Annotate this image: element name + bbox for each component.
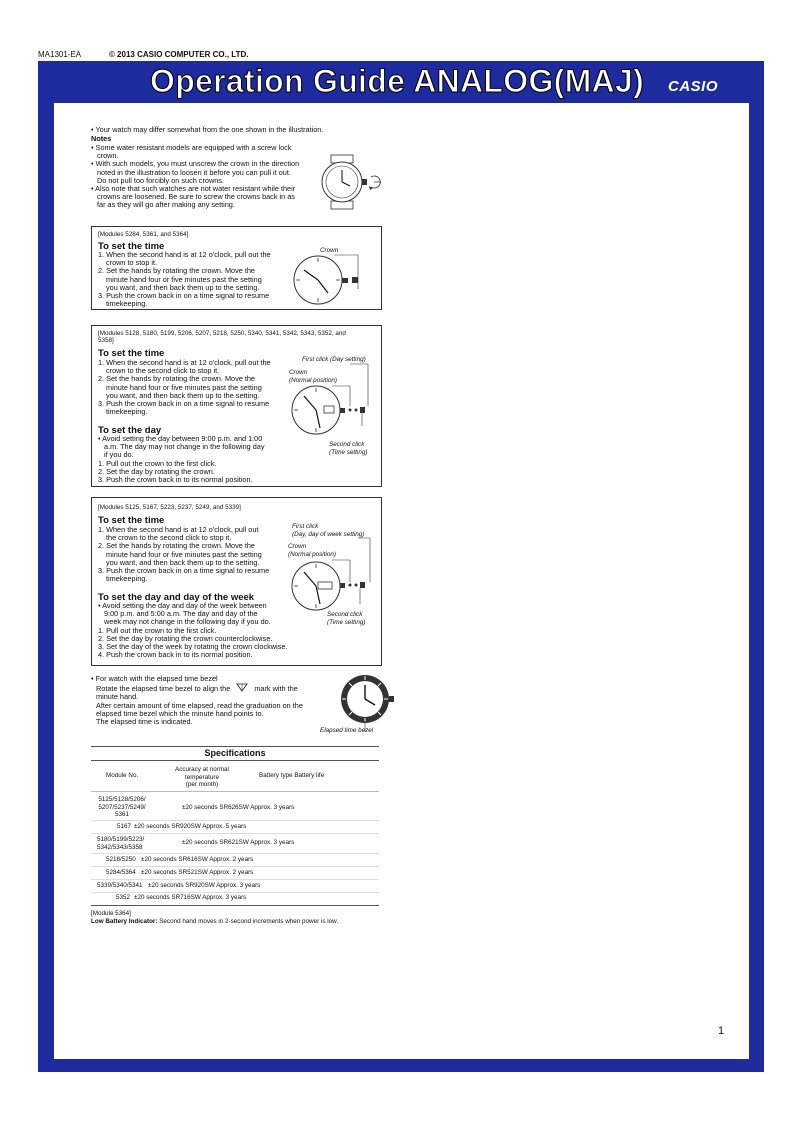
module-note: [Module 5364] [91, 910, 131, 917]
spec-row-module: 5339/5340/5341 [97, 882, 143, 889]
instruction-line: week may not change in the following day if you do. [104, 617, 271, 627]
module-line: 5125/5128/5206/ [98, 796, 146, 803]
section-heading-day: To set the day [98, 425, 162, 436]
spec-top-rule [91, 746, 379, 747]
instruction-line: timekeeping. [106, 574, 148, 584]
low-battery-note [91, 918, 338, 926]
content-area [54, 103, 749, 1059]
note-line: noted in the illustration to loosen it before you can pull it out. [97, 167, 291, 177]
note-line: • With such models, you must unscrew the crown in the direction [91, 159, 300, 169]
page-title: Operation Guide ANALOG(MAJ) [150, 63, 645, 99]
instruction-line: 2. Set the day by rotating the crown counterclockwise. [98, 633, 273, 643]
instructions [98, 359, 288, 416]
spec-row-rule [91, 866, 379, 867]
watch-face-illustration [292, 253, 372, 307]
instruction-line: 1. When the second hand is at 12 o'clock, pull out the [98, 250, 271, 259]
instruction-line: a.m. The day may not change in the following day [104, 442, 265, 452]
page-number: 1 [718, 1025, 725, 1037]
instruction-line: 1. When the second hand is at 12 o'clock, pull out the [98, 358, 271, 367]
low-battery-text: Second hand moves in 2-second increments when power is low. [159, 918, 339, 925]
second-click-label: Second click [329, 441, 365, 448]
section-heading-day-week: To set the day and day of the week [98, 592, 255, 603]
bezel-line: elapsed time bezel which the minute hand points to. [96, 708, 264, 718]
day-week-setting-label: (Day, day of week setting) [292, 531, 365, 538]
col-header-accuracy-line: Accuracy at normal [175, 766, 229, 773]
spec-row-module: 5352 [116, 894, 131, 901]
spec-row-rule [91, 833, 379, 834]
spec-row-rule [91, 853, 379, 854]
instructions [98, 526, 288, 583]
section-heading: To set the time [98, 241, 165, 252]
module-list: [Modules 5128, 5180, 5199, 5206, 5207, 5218, 5250, 5340, 5341, 5342, 5343, 5352, and [98, 330, 346, 337]
bezel-line: The elapsed time is indicated. [96, 717, 193, 727]
intro-line: • Your watch may differ somewhat from the one shown in the illustration. [91, 125, 324, 134]
spec-row-values: ±20 seconds SR521SW Approx. 2 years [141, 869, 254, 876]
spec-row-module [97, 796, 147, 819]
instruction-line: 3. Set the day of the week by rotating the crown clockwise. [98, 642, 288, 652]
first-click-label: First click (Day setting) [302, 356, 366, 363]
module-line: 5180/5199/5223/ [97, 836, 145, 843]
spec-bottom-rule [91, 905, 379, 906]
bezel-instructions [91, 675, 336, 726]
module-list: [Modules 5125, 5167, 5223, 5237, 5249, and 5339] [98, 504, 241, 511]
spec-row-values: ±20 seconds SR716SW Approx. 3 years [134, 894, 247, 901]
instruction-line: 3. Push the crown back in on a time signal to resume [98, 291, 270, 301]
normal-position-label: (Normal position) [288, 551, 336, 558]
instruction-line: minute hand four or five minutes past the setting [106, 549, 262, 559]
screw-crown-watch-illustration [319, 153, 389, 211]
instruction-line: timekeeping. [106, 407, 148, 417]
instruction-line: 1. When the second hand is at 12 o'clock, pull out [98, 525, 259, 534]
time-setting-label: (Time setting) [327, 619, 366, 626]
note-line: • Some water resistant models are equipped with a screw lock [91, 143, 292, 152]
doc-header-line [38, 50, 248, 59]
instruction-line: crown to stop it. [106, 258, 158, 268]
note-line: far as they will go after making any setting. [97, 200, 235, 210]
instruction-line: • Avoid setting the day and day of the week between [98, 601, 267, 610]
spec-row-rule [91, 879, 379, 880]
spec-row-rule [91, 791, 379, 792]
instruction-line: minute hand four or five minutes past the setting [106, 274, 262, 284]
instruction-line: 2. Set the hands by rotating the crown. Move the [98, 266, 255, 276]
col-header-accuracy-line: temperature [185, 773, 219, 781]
instruction-line: 2. Set the day by rotating the crown. [98, 466, 215, 476]
brand-logo: CASIO [668, 78, 719, 95]
module-list-cont: 5358] [98, 337, 114, 344]
section-heading: To set the time [98, 348, 165, 359]
instruction-line: 1. Pull out the crown to the first click. [98, 625, 217, 635]
module-line: 5361 [114, 811, 129, 818]
watch-with-day-date-illustration [288, 538, 378, 618]
instruction-line: 9:00 p.m. and 5:00 a.m. The day and day of the [104, 609, 258, 619]
instruction-line: 1. Pull out the crown to the first click. [98, 458, 217, 468]
section-heading: To set the time [98, 515, 165, 526]
bezel-line-start: Rotate the elapsed time bezel to align the [96, 684, 231, 694]
copyright: © 2013 CASIO COMPUTER CO., LTD. [108, 50, 249, 59]
triangle-mark-icon [232, 683, 252, 693]
instruction-line: the crown to the second click to stop it. [106, 533, 232, 543]
section-box-time-and-day [91, 325, 382, 487]
low-battery-label: Low Battery Indicator: [91, 918, 158, 925]
crown-label: Crown [289, 369, 308, 376]
spec-heading: Specifications [204, 748, 266, 758]
instruction-line: 2. Set the hands by rotating the crown. Move the [98, 541, 255, 551]
bezel-line: • For watch with the elapsed time bezel [91, 674, 218, 683]
note-line: crown. [97, 151, 119, 161]
instruction-line: if you do. [104, 450, 134, 460]
col-header-accuracy [166, 766, 238, 789]
spec-row-values: ±20 seconds SR616SW Approx. 2 years [141, 856, 254, 863]
spec-row-values: ±20 seconds SR621SW Approx. 3 years [182, 839, 295, 846]
instruction-line: crown to the second click to stop it. [106, 366, 220, 376]
instruction-line: you want, and then back them up to the setting. [106, 282, 260, 292]
section-box-time-setting-1 [91, 226, 382, 310]
spec-row-rule [91, 820, 379, 821]
normal-position-label: (Normal position) [289, 377, 337, 384]
spec-row-module [97, 836, 149, 851]
bezel-line: After certain amount of time elapsed, read the graduation on the [96, 700, 303, 710]
instruction-line: 4. Push the crown back in to its normal position. [98, 650, 253, 660]
second-click-label: Second click [327, 611, 363, 618]
instruction-line: timekeeping. [106, 299, 148, 309]
crown-label: Crown [320, 247, 339, 254]
col-header-battery: Battery type Battery life [259, 772, 325, 779]
day-instructions [98, 435, 288, 484]
module-line: 5342/5343/5358 [97, 843, 143, 851]
col-header-module: Module No. [106, 772, 139, 779]
note-line: crowns are loosened. Be sure to screw the crowns back in as [97, 192, 295, 202]
time-setting-label: (Time setting) [329, 449, 368, 456]
doc-code: MA1301-EA [38, 50, 81, 59]
instruction-line: 3. Push the crown back in on a time signal to resume [98, 399, 270, 409]
watch-with-date-illustration [290, 364, 376, 444]
note-line: Do not pull too forcibly on such crowns. [97, 175, 224, 185]
bezel-line-end: mark with the [254, 684, 298, 694]
day-week-instructions [98, 602, 318, 659]
bezel-label: Elapsed time bezel [320, 727, 374, 734]
spec-row-module: 5284/5364 [106, 869, 136, 876]
module-list: [Modules 5284, 5361, and 5364] [98, 231, 189, 238]
spec-row-module: 5167 [117, 823, 132, 830]
instruction-line: you want, and then back them up to the setting. [106, 557, 260, 567]
notes-heading: Notes [91, 134, 112, 143]
module-line: 5207/5237/5249/ [98, 803, 146, 811]
first-click-label: First click [292, 523, 319, 530]
spec-row-rule [91, 892, 379, 893]
instructions [98, 251, 288, 308]
col-header-accuracy-line: (per month) [185, 781, 219, 788]
note-line: • Also note that such watches are not water resistant while their [91, 184, 296, 194]
instruction-line: 3. Push the crown back in on a time signal to resume [98, 566, 270, 576]
bezel-line: minute hand. [96, 692, 139, 702]
notes-list [91, 144, 336, 210]
spec-row-values: ±20 seconds SR920SW Approx. 5 years [134, 823, 247, 830]
bezel-watch-illustration [337, 671, 397, 726]
section-box-time-day-week [91, 497, 382, 666]
spec-row-values: ±20 seconds SR626SW Approx. 3 years [182, 804, 295, 811]
instruction-line: 2. Set the hands by rotating the crown. Move the [98, 374, 255, 384]
spec-row-module: 5218/5250 [106, 856, 136, 863]
spec-row-values: ±20 seconds SR920SW Approx. 3 years [148, 882, 261, 889]
instruction-line: minute hand four or five minutes past the setting [106, 382, 262, 392]
instruction-line: you want, and then back them up to the setting. [106, 390, 260, 400]
instruction-line: 3. Push the crown back in to its normal position. [98, 475, 253, 485]
spec-header-rule [91, 760, 379, 761]
crown-label: Crown [288, 543, 307, 550]
instruction-line: • Avoid setting the day between 9:00 p.m. and 1:00 [98, 434, 263, 443]
